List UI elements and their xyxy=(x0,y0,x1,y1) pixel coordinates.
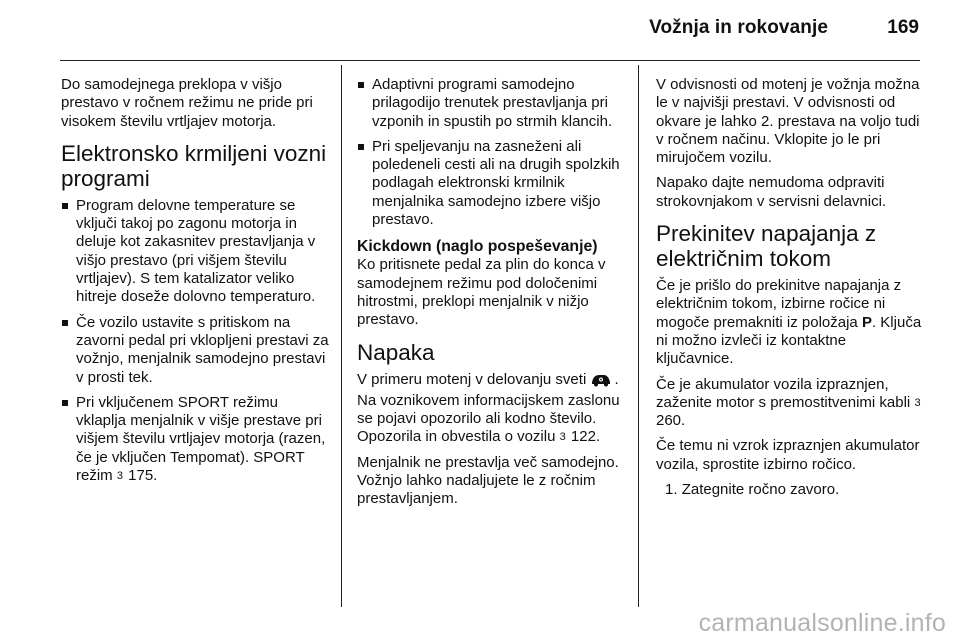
bullet-text: Program delovne temperature se vključi takoj po zagonu motorja in deluje kot zakasnitev prestavljanja v višjo prestavo (pri višjem številu vrtljajev). S tem katalizator veliko hitreje doseže dolovno temperaturo. xyxy=(76,196,316,306)
bullet-text: Adaptivni programi samodejno prilagodijo trenutek prestavljanja pri vzponih in spustih po strmih klancih. xyxy=(372,76,613,130)
power-text-end: . Ključa ni možno izvleči iz kontaktne ključavnice. xyxy=(656,313,922,368)
intro-paragraph: Do samodejnega preklopa v višjo prestavo v ročnem režimu ne pride pri visokem številu vrtljajev motorja. xyxy=(61,76,313,130)
page-header xyxy=(0,0,960,62)
electronic-programs-heading: Elektronsko krmiljeni vozni programi xyxy=(61,140,327,191)
bullet-square-icon xyxy=(358,144,364,150)
header-divider xyxy=(60,60,920,61)
battery-paragraph xyxy=(656,376,926,431)
watermark: carmanualsonline.info xyxy=(698,609,946,637)
battery-text: Če je akumulator vozila izpraznjen, zaženite motor s premostitvenimi kabli xyxy=(656,375,911,411)
power-interruption-heading: Prekinitev napajanja z električnim tokom xyxy=(656,221,877,272)
release-paragraph: Če temu ni vzrok izpraznjen akumulator vozila, sprostite izbirno ročico. xyxy=(656,437,920,473)
workshop-paragraph: Napako dajte nemudoma odpraviti strokovnjakom v servisni delavnici. xyxy=(656,174,887,210)
page-reference-arrow-icon: 3 xyxy=(116,470,123,483)
car-gearbox-warning-icon xyxy=(590,373,612,392)
fault-heading: Napaka xyxy=(357,339,435,365)
fault-paragraph xyxy=(357,371,627,447)
step-text: Zategnite ročno zavoro. xyxy=(681,481,840,499)
numbered-step xyxy=(656,481,926,499)
fault-paragraph-2: Menjalnik ne prestavlja več samodejno. Vožnjo lahko nadaljujete le z ročnim prestavljanjem. xyxy=(357,453,619,508)
page-reference-arrow-icon: 3 xyxy=(559,431,566,444)
kickdown-heading: Kickdown (naglo pospeševanje) xyxy=(357,238,598,256)
bullet-square-icon xyxy=(62,400,68,406)
column-3 xyxy=(656,76,926,506)
page-reference-link[interactable]: 175. xyxy=(128,467,158,485)
bullet-text: Pri vključenem SPORT režimu vklaplja menjalnik v višje prestave pri višjem številu vrtljajev motorja (razen, če je vključen Tempomat). SPORT režim xyxy=(76,393,326,485)
bullet-item xyxy=(357,76,627,131)
column-divider-2 xyxy=(638,65,639,607)
bullet-square-icon xyxy=(62,320,68,326)
fault-detail-paragraph: V odvisnosti od motenj je vožnja možna le v najvišji prestavi. V odvisnosti od okvare je lahko 2. prestava na voljo tudi v ročnem načinu. Vklopite jo le pri mirujočem vozilu. xyxy=(656,76,920,167)
bullet-item xyxy=(61,394,329,485)
column-divider-1 xyxy=(341,65,342,607)
bullet-text: Če vozilo ustavite s pritiskom na zavorni pedal pri vklopljeni prestavi za vožnjo, menjalnik samodejno prestavi v prosti tek. xyxy=(76,313,329,386)
bullet-square-icon xyxy=(358,82,364,88)
page-reference-link[interactable]: 122. xyxy=(570,428,601,446)
page-number: 169 xyxy=(887,17,919,38)
page-reference-link[interactable]: 260. xyxy=(656,412,686,430)
column-1 xyxy=(61,76,329,492)
park-position-label: P xyxy=(861,313,872,331)
column-2 xyxy=(357,76,627,516)
power-text-start: Če je prišlo do prekinitve napajanja z električnim tokom, izbirne ročice ni mogoče premakniti iz položaja xyxy=(656,277,902,331)
power-interruption-paragraph xyxy=(656,277,926,368)
bullet-item xyxy=(61,314,329,387)
page-reference-arrow-icon: 3 xyxy=(914,396,921,409)
fault-text-end: . Na voznikovem informacijskem zaslonu se pojavi opozorilo ali kodno število. Opozorila in obvestila o vozilu xyxy=(357,370,620,446)
bullet-item xyxy=(61,197,329,307)
bullet-item xyxy=(357,138,627,229)
section-title: Vožnja in rokovanje xyxy=(649,17,828,38)
fault-text-start: V primeru motenj v delovanju sveti xyxy=(357,370,587,388)
bullet-square-icon xyxy=(62,203,68,209)
kickdown-paragraph: Ko pritisnete pedal za plin do konca v samodejnem režimu pod določenimi hitrostmi, preklopi menjalnik v nižjo prestavo. xyxy=(357,256,606,329)
bullet-text: Pri speljevanju na zasneženi ali poledeneli cesti ali na drugih spolzkih podlagah elektronski krmilnik menjalnika samodejno izbere višjo prestavo. xyxy=(372,137,620,229)
step-number: 1. xyxy=(665,481,678,499)
